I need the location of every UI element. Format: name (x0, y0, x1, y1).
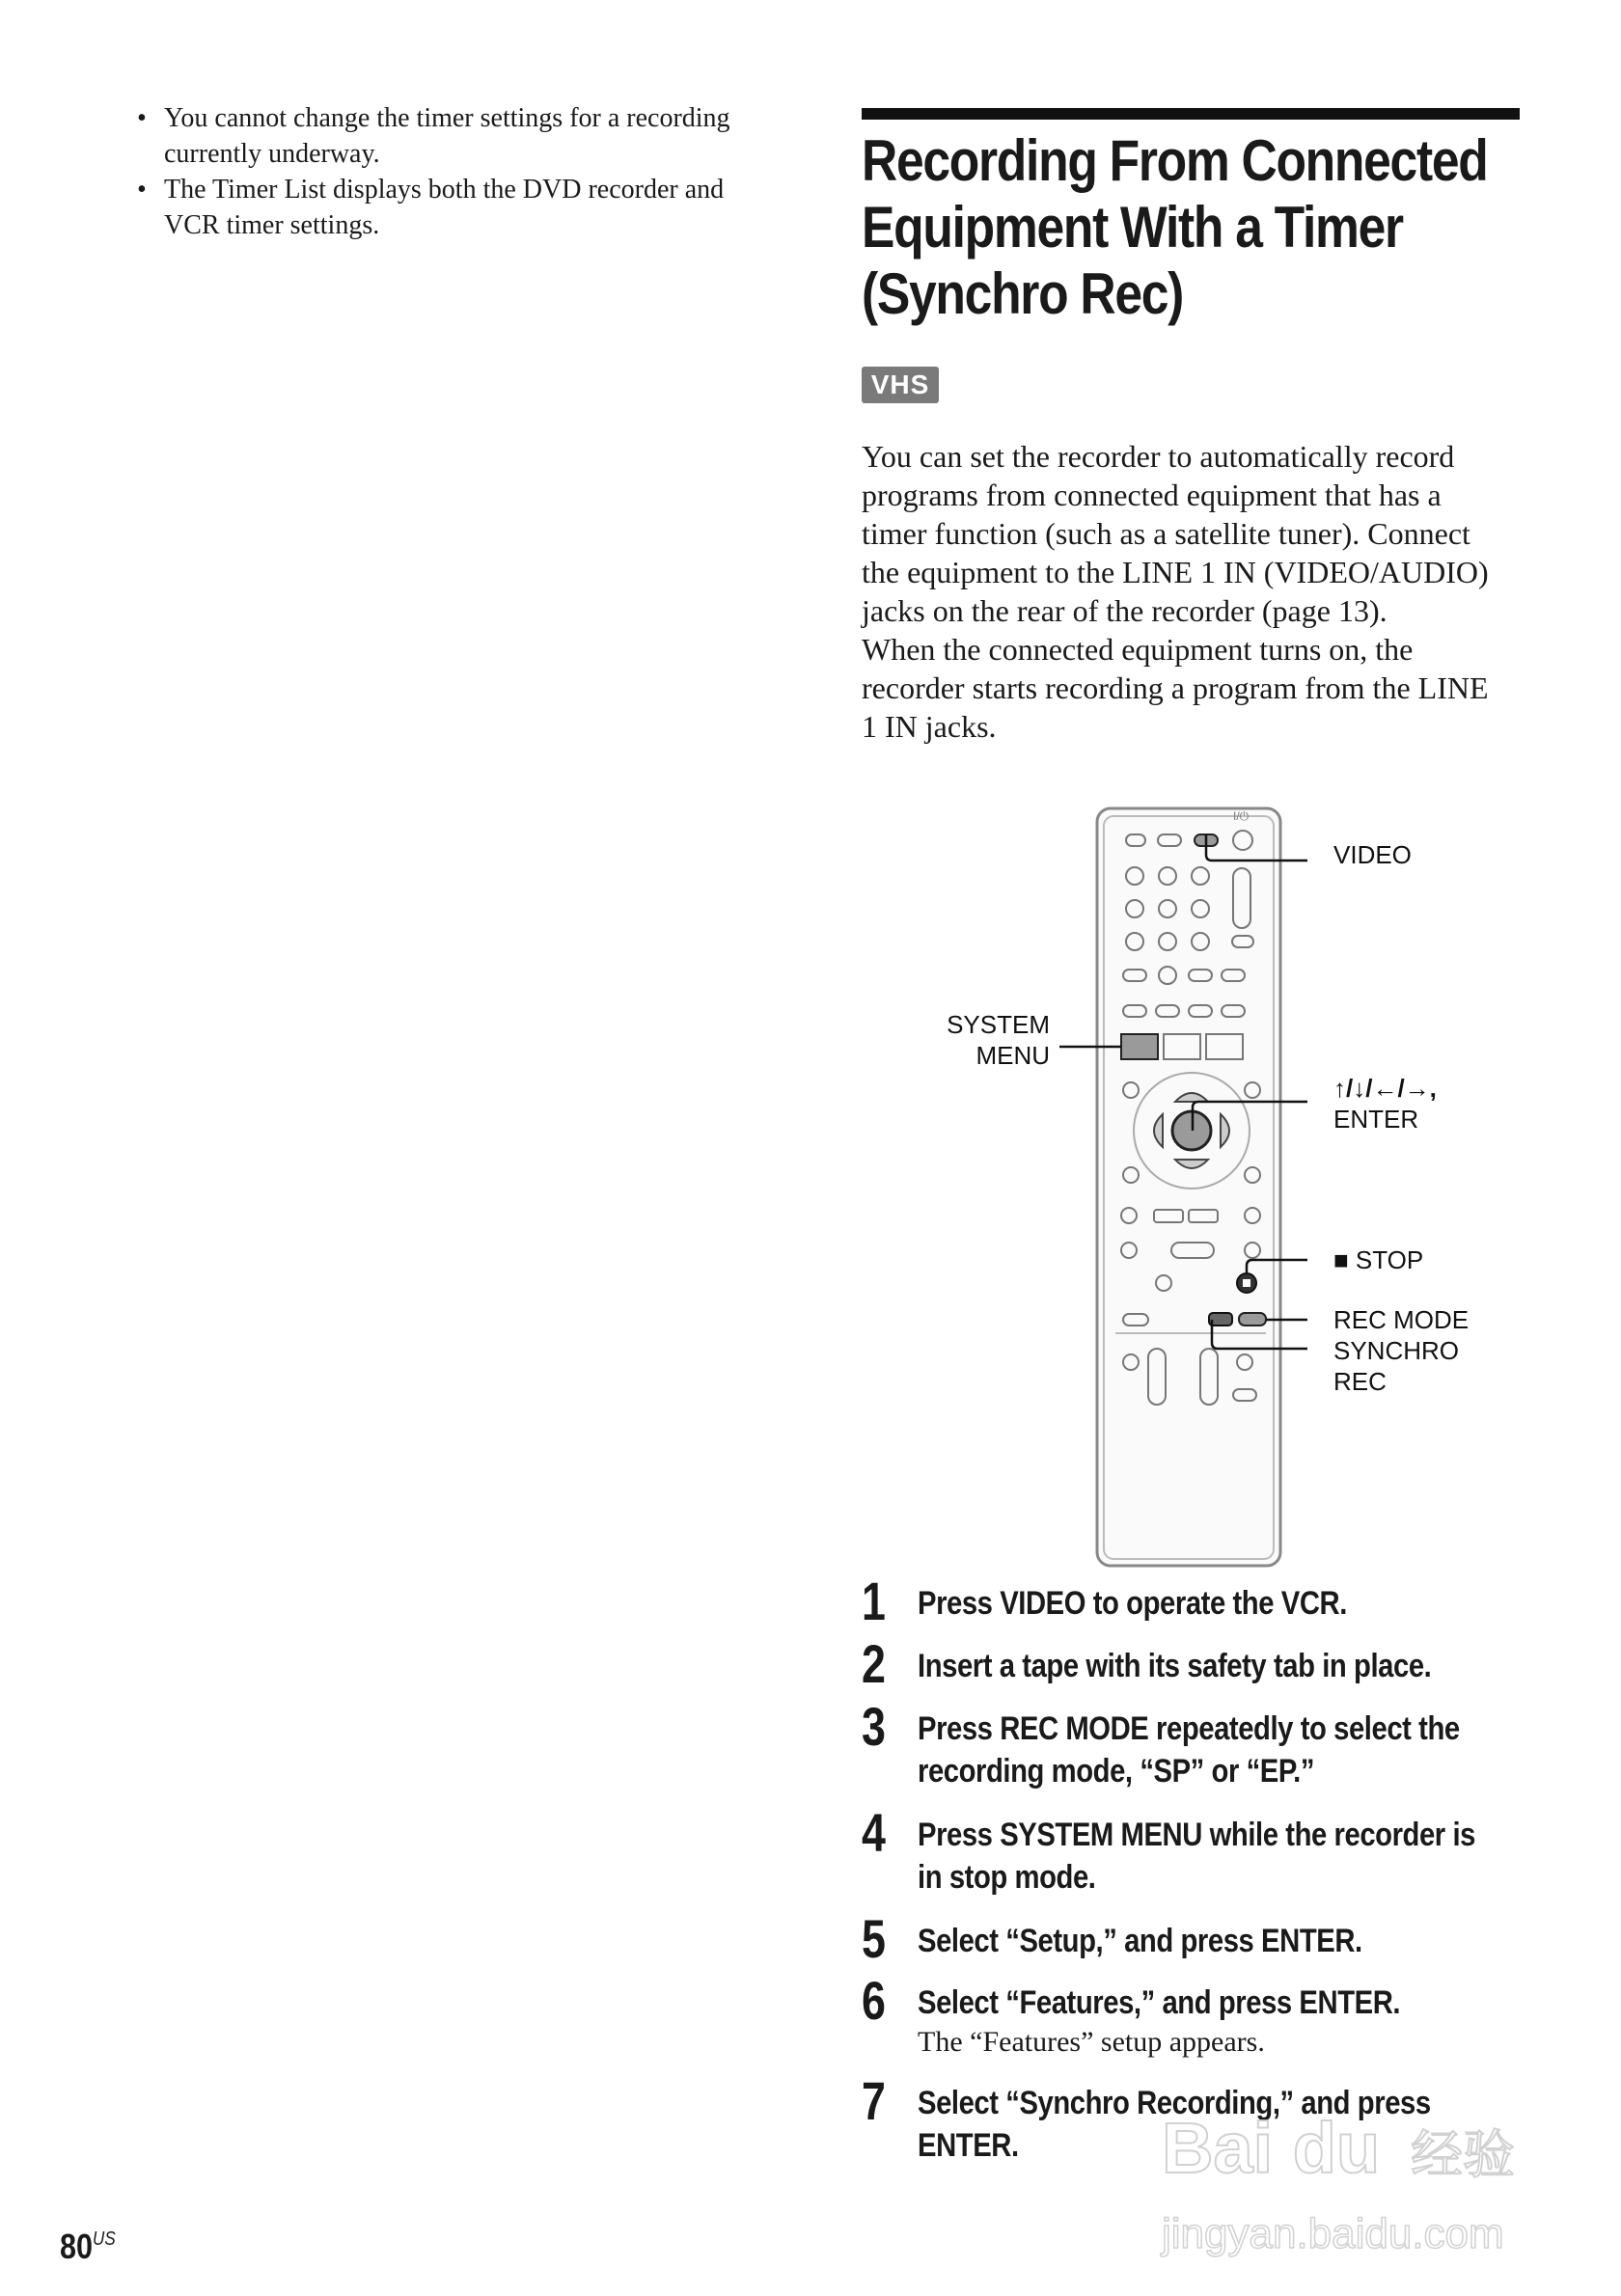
svg-text:Bai du: Bai du (1162, 2108, 1381, 2188)
remote-illustration (926, 791, 1525, 1572)
callout-line: SYSTEM (947, 1010, 1050, 1039)
step-number: 5 (862, 1908, 886, 1969)
intro-paragraph (862, 437, 1537, 746)
callout-line: ENTER (1333, 1105, 1419, 1134)
power-label: I/⏻ (1233, 809, 1250, 823)
step-line: recording mode, “SP” or “EP.” (918, 1753, 1315, 1790)
page-number (60, 2227, 116, 2267)
notes-list (137, 100, 793, 243)
section-title (862, 127, 1488, 327)
note-line: You cannot change the timer settings for a recording (164, 103, 730, 133)
step-line: Insert a tape with its safety tab in place. (918, 1648, 1432, 1684)
intro-line: 1 IN jacks. (862, 709, 997, 744)
bullet: • (137, 175, 147, 205)
intro-line: jacks on the rear of the recorder (page 13). (862, 593, 1387, 628)
step-line: Select “Synchro Recording,” and press (918, 2085, 1431, 2121)
step-text (918, 1708, 1498, 1792)
callout-stop: ■ STOP (1333, 1245, 1424, 1274)
intro-line: the equipment to the LINE 1 IN (VIDEO/AUDIO) (862, 555, 1489, 589)
step-number: 6 (862, 1970, 886, 2031)
note-line: VCR timer settings. (164, 210, 380, 240)
step-number: 4 (862, 1802, 886, 1863)
step-text (918, 1645, 1498, 1687)
note-item (137, 100, 793, 172)
callout-arrows-enter (1333, 1073, 1437, 1134)
callout-video: VIDEO (1333, 840, 1412, 869)
step-text (918, 1920, 1498, 1962)
title-rule (862, 108, 1520, 120)
step-line: Press REC MODE repeatedly to select the (918, 1710, 1460, 1747)
step-text (918, 1982, 1498, 2024)
page-suffix: US (93, 2228, 116, 2250)
callout-line: MENU (975, 1041, 1050, 1070)
callout-system-menu (938, 1009, 1050, 1071)
svg-text:jingyan.baidu.com: jingyan.baidu.com (1162, 2210, 1504, 2257)
title-line: (Synchro Rec) (862, 261, 1184, 326)
note-line: The Timer List displays both the DVD recorder and (164, 175, 725, 205)
step-line: Select “Features,” and press ENTER. (918, 1984, 1401, 2021)
baidu-watermark (1158, 2064, 1544, 2257)
step-number: 1 (862, 1571, 886, 1631)
step-line: Press VIDEO to operate the VCR. (918, 1585, 1347, 1622)
step-text (918, 1582, 1498, 1625)
step-number: 7 (862, 2070, 886, 2131)
step-number: 3 (862, 1696, 886, 1757)
step-line: Select “Setup,” and press ENTER. (918, 1923, 1362, 1959)
bullet: • (137, 103, 147, 133)
intro-line: recorder starts recording a program from the LINE (862, 670, 1489, 705)
callout-rec-mode: REC MODE (1333, 1305, 1470, 1334)
step-line: in stop mode. (918, 1859, 1096, 1896)
note-line: currently underway. (164, 139, 380, 169)
intro-line: timer function (such as a satellite tuner). Connect (862, 516, 1470, 551)
step-text (918, 1814, 1498, 1899)
note-item (137, 172, 793, 243)
step-result: The “Features” setup appears. (918, 2026, 1265, 2058)
intro-line: You can set the recorder to automatically record (862, 439, 1455, 474)
callout-line: SYNCHRO (1333, 1336, 1460, 1365)
title-line: Recording From Connected (862, 128, 1488, 193)
page-number-value: 80 (60, 2227, 94, 2266)
remote-figure (926, 791, 1525, 1572)
intro-line: programs from connected equipment that has a (862, 478, 1442, 512)
step-line: Press SYSTEM MENU while the recorder is (918, 1817, 1475, 1853)
svg-text:经验: 经验 (1411, 2124, 1515, 2185)
title-line: Equipment With a Timer (862, 195, 1403, 260)
vhs-badge: VHS (862, 367, 939, 403)
callout-line: ↑/↓/←/→, (1333, 1074, 1437, 1103)
step-number: 2 (862, 1633, 886, 1694)
intro-line: When the connected equipment turns on, the (862, 632, 1414, 667)
callout-synchro-rec (1333, 1335, 1459, 1397)
step-line: ENTER. (918, 2127, 1019, 2164)
callout-line: REC (1333, 1367, 1387, 1396)
